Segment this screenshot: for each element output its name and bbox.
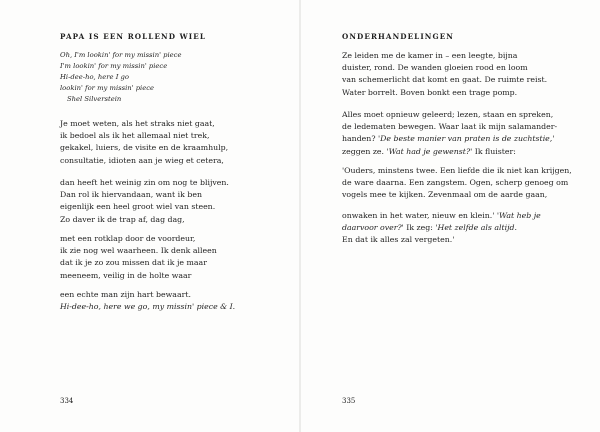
verse-fragment-italic: 'Het zelfde als altijd. bbox=[435, 223, 518, 233]
verse-fragment: handen? bbox=[342, 134, 378, 144]
verse-fragment: onwaken in het water, nieuw en klein.' bbox=[342, 211, 497, 220]
verse-line: meeneem, veilig in de holte waar bbox=[60, 270, 192, 280]
epigraph bbox=[60, 50, 182, 105]
verse-line: Dan rol ik hiervandaan, want ik ben bbox=[60, 190, 202, 200]
verse-fragment: Ik fluister: bbox=[472, 146, 516, 156]
page-number-right: 335 bbox=[342, 397, 356, 405]
verse-line: 'Ouders, minstens twee. Een liefde die ik niet kan krijgen, bbox=[342, 166, 572, 175]
poem-title-left: PAPA IS EEN ROLLEND WIEL bbox=[60, 32, 206, 41]
page-number-left: 334 bbox=[60, 397, 74, 405]
verse-line: dat ik je zo zou missen dat ik je maar bbox=[60, 258, 207, 268]
verse-line: een echte man zijn hart bewaart. bbox=[60, 290, 191, 299]
verse-line: Ze leiden me de kamer in – een leegte, bijna bbox=[342, 51, 518, 60]
poem-title-right: ONDERHANDELINGEN bbox=[342, 32, 454, 41]
verse-line: de ledematen bewegen. Waar laat ik mijn salamander- bbox=[342, 122, 558, 132]
epigraph-author: Shel Silverstein bbox=[67, 95, 122, 103]
epigraph-line: I'm lookin' for my missin' piece bbox=[60, 62, 168, 70]
verse-line: Alles moet opnieuw geleerd; lezen, staan en spreken, bbox=[342, 110, 554, 119]
verse-fragment-italic: 'Wat heb je bbox=[496, 211, 541, 220]
epigraph-line: lookin' for my missin' piece bbox=[60, 84, 155, 92]
stanza-3-left bbox=[60, 233, 217, 282]
verse-line: Je moet weten, als het straks niet gaat, bbox=[60, 119, 215, 128]
verse-line: met een rotklap door de voordeur, bbox=[60, 234, 196, 243]
verse-fragment: Ik zeg: bbox=[403, 223, 436, 233]
verse-line: ik zie nog wel waarheen. Ik denk alleen bbox=[60, 246, 217, 256]
stanza-4-left bbox=[60, 289, 235, 313]
stanza-3-right bbox=[342, 165, 572, 202]
verse-line bbox=[342, 133, 557, 145]
verse-line: consultatie, idioten aan je wieg et cetera, bbox=[60, 155, 224, 165]
verse-line: eigenlijk een heel groot wiel van steen. bbox=[60, 202, 216, 212]
epigraph-line: Oh, I'm lookin' for my missin' piece bbox=[60, 51, 182, 59]
verse-fragment-italic: 'De beste manier van praten is de zuchtstie,' bbox=[377, 134, 555, 144]
stanza-1-right bbox=[342, 50, 547, 99]
stanza-2-right bbox=[342, 109, 557, 158]
verse-line: dan heeft het weinig zin om nog te blijven. bbox=[60, 178, 229, 187]
stanza-2-left bbox=[60, 177, 229, 226]
verse-line: de ware daarna. Een zangstem. Ogen, scherp genoeg om bbox=[342, 178, 569, 188]
verse-fragment: zeggen ze. bbox=[342, 146, 387, 156]
verse-line: gekakel, luiers, de visite en de kraamhulp, bbox=[60, 143, 229, 153]
epigraph-line: Hi-dee-ho, here I go bbox=[60, 73, 130, 81]
verse-fragment-italic: daarvoor over?' bbox=[342, 223, 404, 233]
verse-line: Water borrelt. Boven bonkt een trage pomp. bbox=[342, 87, 518, 97]
verse-line bbox=[342, 146, 557, 158]
verse-fragment-italic: 'Wat had je gewenst?' bbox=[386, 146, 473, 156]
verse-line: duister, rond. De wanden gloeien rood en loom bbox=[342, 63, 528, 73]
verse-line bbox=[342, 210, 541, 222]
verse-line: En dat ik alles zal vergeten.' bbox=[342, 235, 455, 245]
verse-line bbox=[342, 222, 541, 234]
verse-line: vogels mee te kijken. Zevenmaal om de aarde gaan, bbox=[342, 190, 548, 200]
stanza-1-left bbox=[60, 118, 228, 167]
verse-line: van schemerlicht dat komt en gaat. De ruimte reist. bbox=[342, 75, 548, 85]
stanza-4-right bbox=[342, 210, 541, 247]
verse-line: Zo daver ik de trap af, dag dag, bbox=[60, 214, 185, 224]
verse-line: ik bedoel als ik het allemaal niet trek, bbox=[60, 131, 210, 141]
right-page bbox=[300, 0, 600, 432]
verse-line-italic: Hi-dee-ho, here we go, my missin' piece & I. bbox=[60, 302, 236, 312]
